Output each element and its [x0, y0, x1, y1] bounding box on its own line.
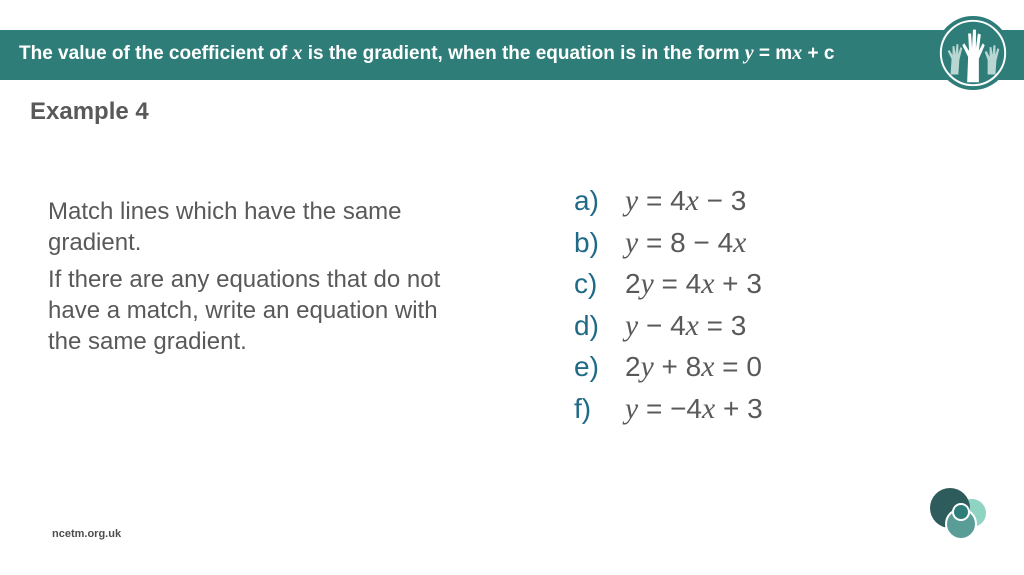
equation-e: e) 2y + 8x = 0 — [574, 351, 762, 383]
title-text: The value of the coefficient of — [19, 43, 293, 64]
title-text: + c — [802, 43, 835, 64]
equation-d: d) y − 4x = 3 — [574, 309, 747, 342]
raised-hands-logo-icon — [934, 14, 1012, 92]
equation-label: f) — [574, 392, 592, 424]
equation-list — [574, 183, 763, 432]
instruction-paragraph: Match lines which have the same gradient. — [48, 198, 402, 256]
footer-url: ncetm.org.uk — [52, 528, 122, 540]
equation-c: c) 2y = 4x + 3 — [574, 268, 762, 300]
equation-f: f) y = −4x + 3 — [574, 392, 763, 425]
equation-label: b) — [574, 226, 599, 258]
equation-label: c) — [574, 268, 598, 299]
title-text: = m — [753, 43, 793, 64]
page-title — [19, 42, 834, 65]
equation-a: a) y = 4x − 3 — [574, 185, 747, 217]
instructions — [48, 196, 458, 363]
equation-b: b) y = 8 − 4x — [574, 226, 747, 259]
title-text: is the gradient, when the equation is in the form — [302, 43, 745, 64]
title-var-x: x — [292, 42, 303, 64]
instruction-paragraph: If there are any equations that do not have a match, write an equation with the same gradient. — [48, 266, 441, 355]
title-var-y: y — [744, 42, 754, 64]
equation-label: e) — [574, 351, 599, 382]
equation-label: d) — [574, 309, 599, 341]
equation-label: a) — [574, 185, 599, 216]
example-heading: Example 4 — [30, 98, 149, 125]
title-var-x: x — [792, 42, 803, 64]
circles-logo-icon — [926, 486, 990, 544]
